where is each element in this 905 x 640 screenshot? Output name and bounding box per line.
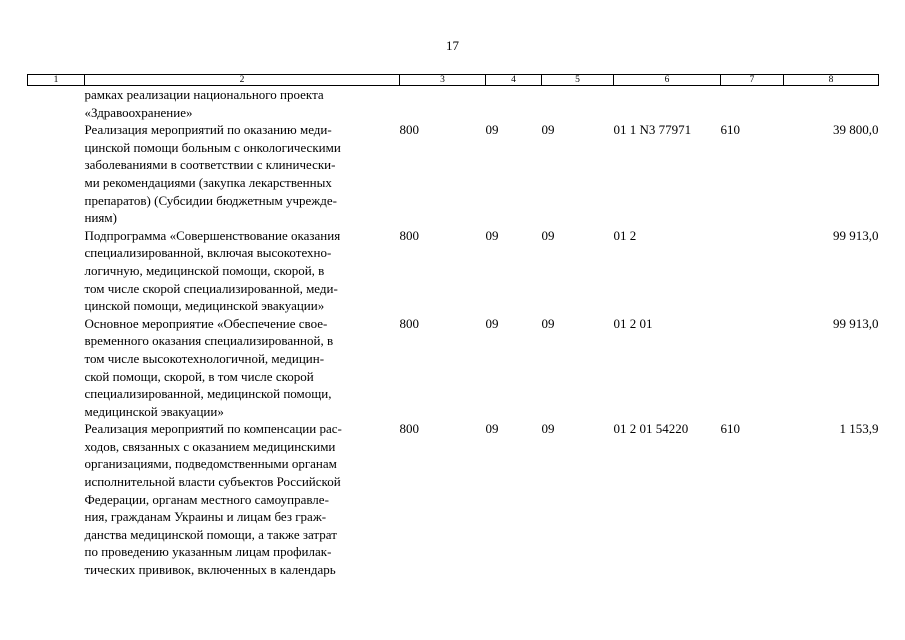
ministry-code-cell: 800 <box>399 421 419 437</box>
expense-name-line: временного оказания специализированной, в <box>84 333 334 349</box>
subsection-code-cell: 09 <box>541 122 555 138</box>
expense-name-line: по проведению указанным лицам профилак- <box>84 544 332 560</box>
amount-cell: 99 913,0 <box>833 315 879 331</box>
subsection-code-cell: 09 <box>541 315 555 331</box>
expense-name-line: ми рекомендациями (закупка лекарственных <box>84 174 332 190</box>
row-index-cell <box>28 121 85 227</box>
target-article-cell: 01 2 01 <box>613 315 653 331</box>
expense-name-line: цинской помощи больным с онкологическими <box>84 139 341 155</box>
amount-cell <box>784 86 879 122</box>
expense-name-line: Реализация мероприятий по компенсации рас- <box>84 421 342 437</box>
expense-name-line: ния, гражданам Украины и лицам без граж- <box>84 509 327 525</box>
target-article-cell: 01 2 <box>613 227 637 243</box>
expense-name-line: том числе высокотехнологичной, медицин- <box>84 350 325 366</box>
section-code-cell: 09 <box>485 227 499 243</box>
amount-cell: 39 800,0 <box>833 122 879 138</box>
column-header-7: 7 <box>721 75 784 86</box>
expense-type-cell: 610 <box>720 421 740 437</box>
expense-name-line: Реализация мероприятий по оказанию меди- <box>84 122 332 138</box>
header-row <box>28 75 879 86</box>
column-header-2: 2 <box>85 75 400 86</box>
budget-table <box>27 74 879 579</box>
expense-name-line: ской помощи, скорой, в том числе скорой <box>84 368 314 384</box>
expense-name-line: Федерации, органам местного самоуправле- <box>84 491 329 507</box>
row-index-cell <box>28 315 85 421</box>
expense-name-line: заболеваниями в соответствии с клинически- <box>84 157 336 173</box>
expense-name-line: ниям) <box>84 210 117 226</box>
expense-type-cell <box>721 86 784 122</box>
section-code-cell: 09 <box>485 122 499 138</box>
page-number: 17 <box>446 38 459 53</box>
column-header-3: 3 <box>400 75 486 86</box>
target-article-cell <box>614 86 721 122</box>
expense-name-line: том числе скорой специализированной, меди- <box>84 280 338 296</box>
expense-name-line: данства медицинской помощи, а также затрат <box>84 526 337 542</box>
row-index-cell <box>28 227 85 315</box>
expense-name-line: специализированной, медицинской помощи, <box>84 386 332 402</box>
table-row <box>28 420 879 578</box>
target-article-cell: 01 2 01 54220 <box>613 421 689 437</box>
column-header-4: 4 <box>486 75 542 86</box>
expense-name-line: «Здравоохранение» <box>84 104 193 120</box>
expense-type-cell <box>721 315 784 421</box>
table-row <box>28 227 879 315</box>
column-header-8: 8 <box>784 75 879 86</box>
subsection-code-cell: 09 <box>541 227 555 243</box>
expense-name-line: исполнительной власти субъектов Российской <box>84 474 341 490</box>
amount-cell: 99 913,0 <box>833 227 879 243</box>
table-body <box>28 86 879 579</box>
subsection-code-cell: 09 <box>541 421 555 437</box>
section-code-cell: 09 <box>485 315 499 331</box>
section-code-cell <box>486 86 542 122</box>
expense-name-cell <box>85 315 400 421</box>
table-row <box>28 121 879 227</box>
subsection-code-cell <box>542 86 614 122</box>
expense-name-line: специализированной, включая высокотехно- <box>84 245 332 261</box>
expense-name-line: организациями, подведомственными органам <box>84 456 337 472</box>
row-index-cell <box>28 420 85 578</box>
target-article-cell: 01 1 N3 77971 <box>613 122 692 138</box>
expense-type-cell: 610 <box>720 122 740 138</box>
expense-name-line: медицинской эвакуации» <box>84 403 224 419</box>
ministry-code-cell: 800 <box>399 227 419 243</box>
expense-name-line: рамках реализации национального проекта <box>84 87 324 102</box>
row-index-cell <box>28 86 85 122</box>
expense-name-line: препаратов) (Субсидии бюджетным учрежде- <box>84 192 337 208</box>
expense-name-cell <box>85 227 400 315</box>
table-row <box>28 86 879 122</box>
expense-name-cell <box>85 86 400 122</box>
expense-name-cell <box>85 420 400 578</box>
column-header-1: 1 <box>28 75 85 86</box>
ministry-code-cell: 800 <box>399 315 419 331</box>
expense-name-line: тических прививок, включенных в календарь <box>84 562 336 578</box>
table-row <box>28 315 879 421</box>
expense-name-line: цинской помощи, медицинской эвакуации» <box>84 298 325 314</box>
expense-name-line: Подпрограмма «Совершенствование оказания <box>84 227 341 243</box>
expense-name-cell <box>85 121 400 227</box>
section-code-cell: 09 <box>485 421 499 437</box>
ministry-code-cell: 800 <box>399 122 419 138</box>
expense-name-line: Основное мероприятие «Обеспечение свое- <box>84 315 328 331</box>
expense-name-line: логичную, медицинской помощи, скорой, в <box>84 262 325 278</box>
expense-type-cell <box>721 227 784 315</box>
expense-name-line: ходов, связанных с оказанием медицинскими <box>84 438 336 454</box>
ministry-code-cell <box>400 86 486 122</box>
amount-cell: 1 153,9 <box>839 421 879 437</box>
column-header-5: 5 <box>542 75 614 86</box>
column-header-6: 6 <box>614 75 721 86</box>
